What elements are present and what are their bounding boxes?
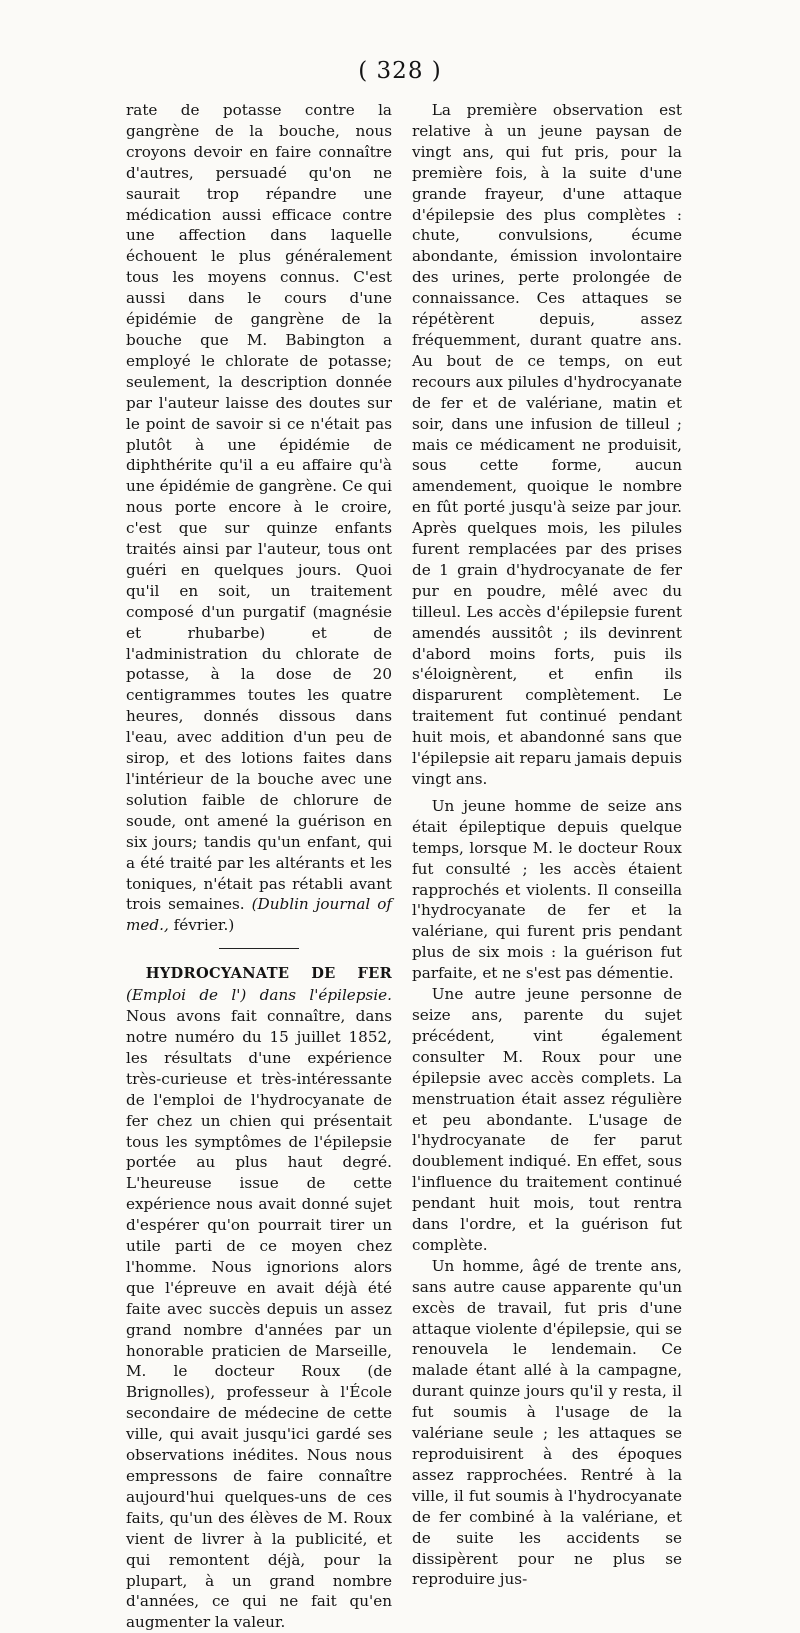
citation-source: (Dublin journal of med., (126, 895, 393, 935)
paragraph-text: rate de potasse contre la gangrène de la bouche, nous croyons devoir en faire connaître d'autres, persuadé qu'on ne saurait trop répandre une médication aussi efficace contre une affection dans laquelle échouent le plus généralement tous les moyens connus. C'est aussi dans le cours d'une épidémie de gangrène de la bouche que M. Babington a employé le chlorate de potasse; seulement, la description donnée par l'auteur laisse des doutes sur le point de savoir si ce n'était pas plutôt à une épidémie de diphthérite qu'il a eu affaire qu'à une épidémie de gangrène. Ce qui nous porte encore à le croire, c'est que sur quinze enfants traités ainsi par l'auteur, tous ont guéri en quelques jours. Quoi qu'il en soit, un traitement composé d'un purgatif (magnésie et rhubarbe) et de l'administration du chlorate de potasse, à la dose de 20 centigrammes toutes les quatre heures, donnés dissous dans l'eau, avec addition d'un peu de sirop, et des lotions faites dans l'intérieur de la bouche avec une solution faible de chlorure de soude, ont amené la guérison en six jours; tandis qu'un enfant, qui a été traité par les altérants et les toniques, n'était pas rétabli avant trois semaines. (126, 101, 392, 914)
body-paragraph: Un homme, âgé de trente ans, sans autre cause apparente qu'un excès de travail, fut pris d'une attaque violente d'épilepsie, qui se renouvela le lendemain. Ce malade étant allé à la campagne, durant quinze jours qu'il y resta, il fut soumis à l'usage de la valériane seule ; les attaques se reproduisirent à des époques assez rapprochées. Rentré à la ville, il fut soumis à l'hydrocyanate de fer combiné à la valériane, et de suite les accidents se dissipèrent pour ne plus se reproduire jus- (412, 1256, 682, 1589)
body-paragraph: Un jeune homme de seize ans était épileptique depuis quelque temps, lorsque M. le docteur Roux fut consulté ; les accès étaient rapprochés et violents. Il conseilla l'hydrocyanate de fer et la valériane, qui furent pris pendant plus de six mois : la guérison fut parfaite, et ne s'est pas démentie. (412, 796, 682, 983)
body-paragraph (126, 100, 392, 936)
citation-date: février.) (168, 916, 235, 935)
article-subtitle: (Emploi de l') dans l'épilepsie. (126, 986, 392, 1005)
paragraph-text: Nous avons fait connaître, dans notre numéro du 15 juillet 1852, les résultats d'une expérience très-curieuse et très-intéressante de l'emploi de l'hydrocyanate de fer chez un chien qui présentait tous les symptômes de l'épilepsie portée au plus haut degré. L'heureuse issue de cette expérience nous avait donné sujet d'espérer qu'on pourrait tirer un utile parti de ce moyen chez l'homme. Nous ignorions alors que l'épreuve en avait déjà été faite avec succès depuis un assez grand nombre d'années par un honorable praticien de Marseille, M. le docteur Roux (de Brignolles), professeur à l'École secondaire de médecine de cette ville, qui avait jusqu'ici gardé ses observations inédites. Nous nous empressons de faire connaître aujourd'hui quelques-uns de ces faits, qu'un des élèves de M. Roux vient de livrer à la publicité, et qui remontent déjà, pour la plupart, à un grand nombre d'années, ce qui ne fait qu'en augmenter la valeur. (126, 1007, 392, 1632)
article-title: HYDROCYANATE DE FER (145, 965, 392, 983)
article-paragraph (126, 963, 392, 1633)
right-column (412, 100, 682, 1590)
body-paragraph: Une autre jeune personne de seize ans, parente du sujet précédent, vint également consulter M. Roux pour une épilepsie avec accès complets. La menstruation était assez régulière et peu abondante. L'usage de l'hydrocyanate de fer parut doublement indiqué. En effet, sous l'influence du traitement continué pendant huit mois, tout rentra dans l'ordre, et la guérison fut complète. (412, 985, 682, 1254)
body-paragraph: La première observation est relative à un jeune paysan de vingt ans, qui fut pris, pour la première fois, à la suite d'une grande frayeur, d'une attaque d'épilepsie des plus complètes : chute, convulsions, écume abondante, émission involontaire des urines, perte prolongée de connaissance. Ces attaques se répétèrent depuis, assez fréquemment, durant quatre ans. Au bout de ce temps, on eut recours aux pilules d'hydrocyanate de fer et de valériane, matin et soir, dans une infusion de tilleul ; mais ce médicament ne produisit, sous cette forme, aucun amendement, quoique le nombre en fût porté jusqu'à seize par jour. Après quelques mois, les pilules furent remplacées par des prises de 1 grain d'hydrocyanate de fer pur en poudre, mêlé avec du tilleul. Les accès d'épilepsie furent amendés aussitôt ; ils devinrent d'abord moins forts, puis ils s'éloignèrent, et enfin ils disparurent complètement. Le traitement fut continué pendant huit mois, et abandonné sans que l'épilepsie ait reparu jamais depuis vingt ans. (412, 101, 682, 788)
section-divider (219, 948, 299, 949)
page-number: ( 328 ) (358, 58, 442, 84)
left-column (126, 100, 392, 1633)
